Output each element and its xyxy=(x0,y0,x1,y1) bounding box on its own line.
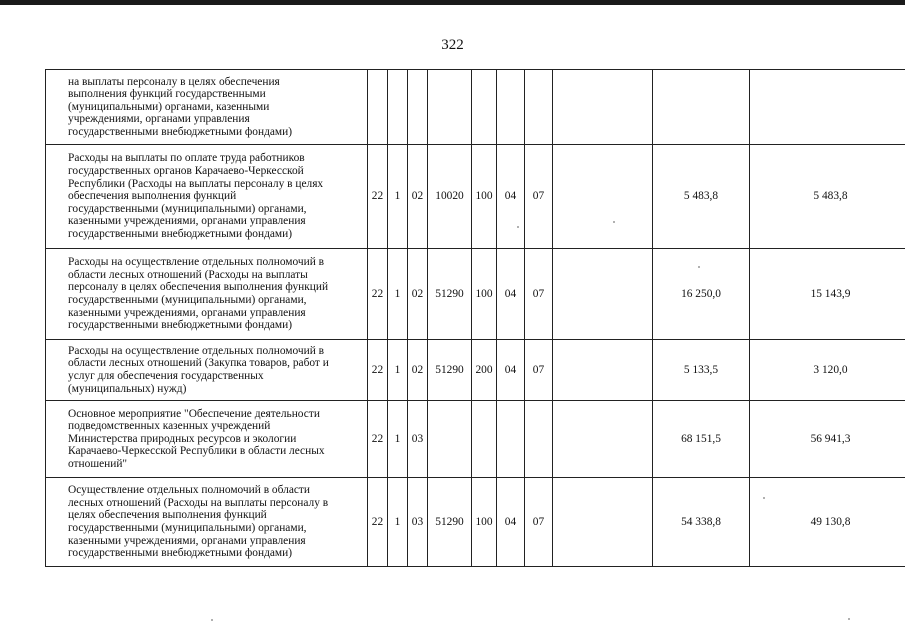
amount-cell-v2: 56 941,3 xyxy=(750,401,905,478)
description-line: отношений" xyxy=(68,457,128,470)
code-cell-c7: 07 xyxy=(525,340,553,401)
code-cell-c6: 04 xyxy=(497,145,525,249)
description-line: государственных органов Карачаево-Черкесской xyxy=(68,165,304,178)
code-cell-c3: 02 xyxy=(408,145,428,249)
code-cell-c5: 100 xyxy=(472,249,497,340)
table-row xyxy=(46,249,905,340)
row-description xyxy=(46,340,368,401)
row-description xyxy=(46,145,368,249)
amount-cell-v1: 5 483,8 xyxy=(653,145,750,249)
code-cell-c6: 04 xyxy=(497,478,525,567)
amount-cell-v1: 68 151,5 xyxy=(653,401,750,478)
code-cell-c3: 02 xyxy=(408,249,428,340)
code-cell-c7 xyxy=(525,401,553,478)
code-cell-c6 xyxy=(497,401,525,478)
table-row xyxy=(46,340,905,401)
code-cell-c5 xyxy=(472,70,497,145)
code-cell-c7: 07 xyxy=(525,478,553,567)
code-cell-c6: 04 xyxy=(497,249,525,340)
spacer-cell xyxy=(553,70,653,145)
amount-cell-v2: 3 120,0 xyxy=(750,340,905,401)
code-cell-c4: 51290 xyxy=(428,478,472,567)
description-line: Расходы на выплаты по оплате труда работников xyxy=(68,152,305,165)
code-cell-c6 xyxy=(497,70,525,145)
scan-speck xyxy=(763,497,765,499)
spacer-cell xyxy=(553,249,653,340)
description-line: подведомственных казенных учреждений xyxy=(68,420,271,433)
code-cell-c7: 07 xyxy=(525,145,553,249)
code-cell-c4 xyxy=(428,401,472,478)
code-cell-c5: 100 xyxy=(472,145,497,249)
code-cell-c1: 22 xyxy=(368,478,388,567)
page-number: 322 xyxy=(441,37,464,53)
scan-speck xyxy=(613,221,615,223)
description-line: казенными учреждениями, органами управления xyxy=(68,306,306,319)
scan-speck xyxy=(698,266,700,268)
description-line: учреждениями, органами управления xyxy=(68,113,250,126)
code-cell-c2: 1 xyxy=(388,145,408,249)
description-line: услуг для обеспечения государственных xyxy=(68,370,264,382)
description-line: обеспечения выполнения функций xyxy=(68,190,237,203)
amount-cell-v1: 54 338,8 xyxy=(653,478,750,567)
scan-top-border xyxy=(0,0,905,5)
spacer-cell xyxy=(553,340,653,401)
description-line: государственными (муниципальными) органами, xyxy=(68,294,307,306)
code-cell-c4: 51290 xyxy=(428,249,472,340)
description-line: области лесных отношений (Расходы на выплаты xyxy=(68,268,308,281)
description-line: области лесных отношений (Закупка товаров, работ и xyxy=(68,357,329,370)
scan-speck xyxy=(848,618,850,620)
amount-cell-v1 xyxy=(653,70,750,145)
description-line: на выплаты персоналу в целях обеспечения xyxy=(68,75,280,88)
code-cell-c2 xyxy=(388,70,408,145)
description-line: государственными (муниципальными) органами, xyxy=(68,202,307,215)
description-line: Министерства природных ресурсов и экологии xyxy=(68,432,297,445)
row-description xyxy=(46,478,368,567)
description-line: Республики (Расходы на выплаты персоналу в целях xyxy=(68,177,324,190)
table-row xyxy=(46,401,905,478)
code-cell-c4 xyxy=(428,70,472,145)
code-cell-c2: 1 xyxy=(388,249,408,340)
description-line: (муниципальными) органами, казенными xyxy=(68,100,270,113)
code-cell-c3: 02 xyxy=(408,340,428,401)
row-description xyxy=(46,70,368,145)
row-description xyxy=(46,249,368,340)
code-cell-c4: 10020 xyxy=(428,145,472,249)
code-cell-c1 xyxy=(368,70,388,145)
description-line: выполнения функций государственными xyxy=(68,88,266,101)
code-cell-c5 xyxy=(472,401,497,478)
budget-table xyxy=(45,69,905,567)
code-cell-c2: 1 xyxy=(388,478,408,567)
code-cell-c1: 22 xyxy=(368,249,388,340)
description-line: Осуществление отдельных полномочий в области xyxy=(68,484,311,497)
amount-cell-v2: 15 143,9 xyxy=(750,249,905,340)
description-line: Расходы на осуществление отдельных полномочий в xyxy=(68,256,325,269)
amount-cell-v2: 5 483,8 xyxy=(750,145,905,249)
code-cell-c2: 1 xyxy=(388,340,408,401)
description-line: персоналу в целях обеспечения выполнения функций xyxy=(68,281,329,294)
code-cell-c1: 22 xyxy=(368,340,388,401)
table-row xyxy=(46,70,905,145)
spacer-cell xyxy=(553,478,653,567)
description-line: государственными внебюджетными фондами) xyxy=(68,319,293,332)
description-line: государственными внебюджетными фондами) xyxy=(68,125,293,138)
table-row xyxy=(46,478,905,567)
description-line: государственными внебюджетными фондами) xyxy=(68,547,293,560)
code-cell-c5: 100 xyxy=(472,478,497,567)
description-line: государственными (муниципальными) органами, xyxy=(68,522,307,534)
code-cell-c6: 04 xyxy=(497,340,525,401)
code-cell-c1: 22 xyxy=(368,145,388,249)
description-line: (муниципальных) нужд) xyxy=(68,382,187,395)
description-line: казенными учреждениями, органами управления xyxy=(68,215,306,228)
description-line: казенными учреждениями, органами управления xyxy=(68,534,306,547)
description-line: Расходы на осуществление отдельных полномочий в xyxy=(68,344,325,357)
description-line: государственными внебюджетными фондами) xyxy=(68,227,293,240)
code-cell-c5: 200 xyxy=(472,340,497,401)
scan-speck xyxy=(211,619,213,621)
scan-speck xyxy=(517,226,519,228)
amount-cell-v1: 5 133,5 xyxy=(653,340,750,401)
code-cell-c3 xyxy=(408,70,428,145)
code-cell-c7: 07 xyxy=(525,249,553,340)
amount-cell-v2: 49 130,8 xyxy=(750,478,905,567)
row-description xyxy=(46,401,368,478)
code-cell-c3: 03 xyxy=(408,478,428,567)
code-cell-c3: 03 xyxy=(408,401,428,478)
code-cell-c7 xyxy=(525,70,553,145)
table-row xyxy=(46,145,905,249)
description-line: Основное мероприятие "Обеспечение деятельности xyxy=(68,407,320,420)
spacer-cell xyxy=(553,401,653,478)
description-line: лесных отношений (Расходы на выплаты персоналу в xyxy=(68,496,329,509)
code-cell-c2: 1 xyxy=(388,401,408,478)
code-cell-c4: 51290 xyxy=(428,340,472,401)
code-cell-c1: 22 xyxy=(368,401,388,478)
spacer-cell xyxy=(553,145,653,249)
description-line: целях обеспечения выполнения функций xyxy=(68,509,267,522)
description-line: Карачаево-Черкесской Республики в области лесных xyxy=(68,445,325,458)
amount-cell-v1: 16 250,0 xyxy=(653,249,750,340)
amount-cell-v2 xyxy=(750,70,905,145)
